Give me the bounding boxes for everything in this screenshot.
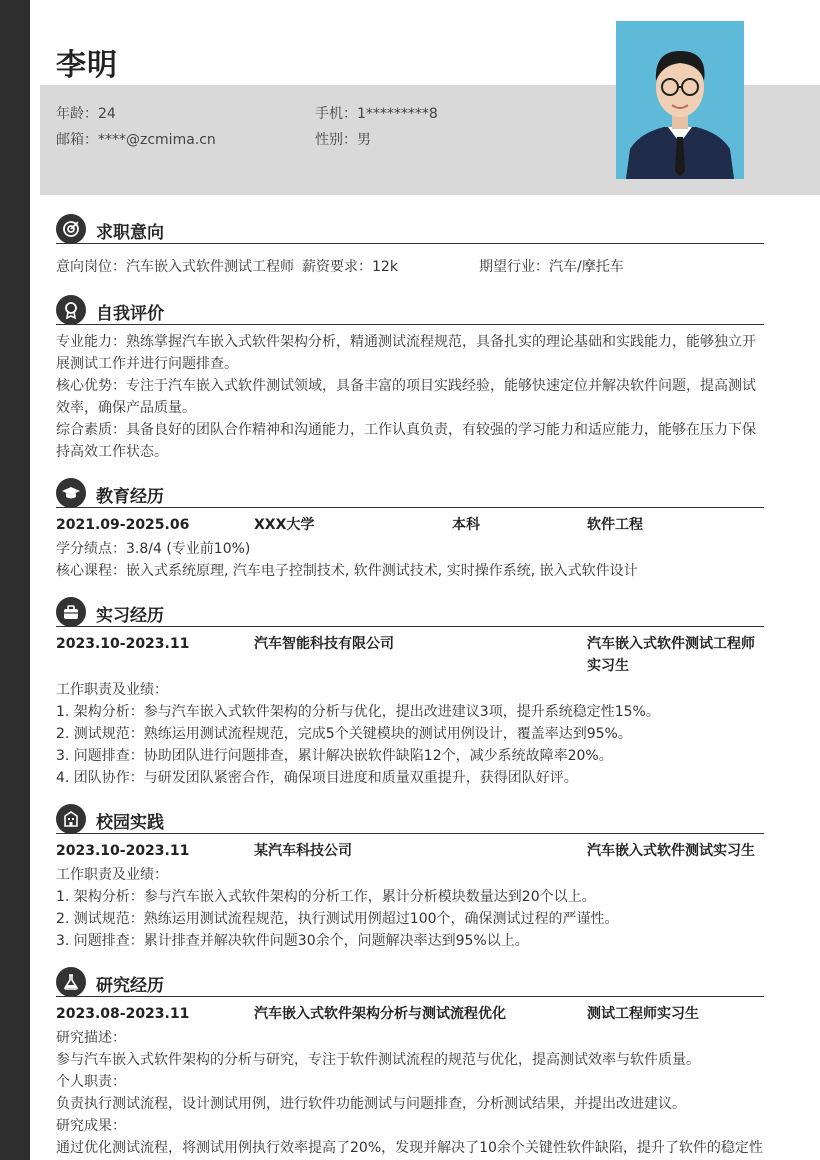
sidebar-strip [0,0,30,1160]
phone-field: 手机：1*********8 [315,106,438,122]
research-desc: 参与汽车嵌入式软件架构的分析与研究，专注于软件测试流程的规范与优化，提高测试效率与软件质量。 [56,1052,700,1068]
intent-position: 意向岗位：汽车嵌入式软件测试工程师 [56,259,294,275]
education-title: 教育经历 [96,487,164,507]
research-header [56,967,764,997]
internship-company: 汽车智能科技有限公司 [254,636,394,652]
education-header [56,478,764,508]
education-school: XXX大学 [254,517,315,533]
briefcase-icon [56,597,86,627]
email-field: 邮箱：****@zcmima.cn [56,132,216,148]
education-gpa: 学分绩点：3.8/4 (专业前10%) [56,541,251,557]
campus-item: 1. 架构分析：参与汽车嵌入式软件架构的分析工作，累计分析模块数量达到20个以上。 [56,889,596,905]
age-field: 年龄：24 [56,106,116,122]
education-row [56,514,764,536]
graduation-cap-icon [56,478,86,508]
campus-label: 工作职责及业绩： [56,867,168,883]
gender-field: 性别：男 [315,132,371,148]
self-eval-paragraph: 专业能力：熟练掌握汽车嵌入式软件架构分析，精通测试流程规范，具备扎实的理论基础和实践能力，能够独立开展测试工作并进行问题排查。 [56,334,756,372]
intent-header [56,214,764,244]
campus-item: 3. 问题排查：累计排查并解决软件问题30余个，问题解决率达到95%以上。 [56,933,529,949]
internship-details [56,679,764,789]
internship-period: 2023.10-2023.11 [56,636,190,652]
intent-row [56,256,764,278]
campus-company: 某汽车科技公司 [254,843,352,859]
internship-item: 4. 团队协作：与研发团队紧密合作，确保项目进度和质量双重提升，获得团队好评。 [56,770,578,786]
education-degree: 本科 [452,517,480,533]
internship-item: 3. 问题排查：协助团队进行问题排查，累计解决嵌软件缺陷12个，减少系统故障率20%。 [56,748,613,764]
self-eval-body [56,331,764,463]
intent-section [56,214,764,278]
campus-title: 校园实践 [96,813,164,833]
research-desc-label: 研究描述： [56,1030,126,1046]
research-result: 通过优化测试流程，将测试用例执行效率提高了20%，发现并解决了10余个关键性软件缺陷，提升了软件的稳定性 [56,1140,763,1156]
internship-item: 1. 架构分析：参与汽车嵌入式软件架构的分析与优化，提出改进建议3项，提升系统稳定性15%。 [56,704,660,720]
candidate-name: 李明 [56,48,118,83]
campus-item: 2. 测试规范：熟练运用测试流程规范，执行测试用例超过100个，确保测试过程的严谨性。 [56,911,619,927]
education-details [56,538,764,582]
internship-item: 2. 测试规范：熟练运用测试流程规范，完成5个关键模块的测试用例设计，覆盖率达到95%。 [56,726,632,742]
internship-role: 汽车嵌入式软件测试工程师实习生 [587,636,755,674]
campus-header [56,804,764,834]
education-courses: 核心课程：嵌入式系统原理, 汽车电子控制技术, 软件测试技术, 实时操作系统, 嵌入式软件设计 [56,563,638,579]
self-eval-header [56,295,764,325]
campus-period: 2023.10-2023.11 [56,843,190,859]
profile-photo [616,21,744,179]
badge-icon [56,295,86,325]
campus-role: 汽车嵌入式软件测试实习生 [587,843,755,859]
campus-section [56,804,764,952]
internship-section [56,597,764,789]
research-project: 汽车嵌入式软件架构分析与测试流程优化 [254,1006,506,1022]
intent-salary: 薪资要求：12k [302,259,398,275]
research-duty: 负责执行测试流程，设计测试用例，进行软件功能测试与问题排查，分析测试结果，并提出改进建议。 [56,1096,686,1112]
research-role: 测试工程师实习生 [587,1006,699,1022]
self-eval-title: 自我评价 [96,304,164,324]
internship-label: 工作职责及业绩： [56,682,168,698]
research-duty-label: 个人职责： [56,1074,126,1090]
research-details [56,1027,764,1159]
intent-industry: 期望行业：汽车/摩托车 [479,259,624,275]
education-period: 2021.09-2025.06 [56,517,190,533]
research-row [56,1003,764,1025]
self-eval-paragraph: 核心优势：专注于汽车嵌入式软件测试领域，具备丰富的项目实践经验，能够快速定位并解决软件问题，提高测试效率，确保产品质量。 [56,378,756,416]
internship-header [56,597,764,627]
campus-row [56,840,764,862]
target-icon [56,214,86,244]
research-result-label: 研究成果： [56,1118,126,1134]
campus-details [56,864,764,952]
education-section [56,478,764,582]
internship-title: 实习经历 [96,606,164,626]
internship-row [56,633,764,677]
self-eval-paragraph: 综合素质：具备良好的团队合作精神和沟通能力，工作认真负责，有较强的学习能力和适应能力，能够在压力下保持高效工作状态。 [56,422,756,460]
self-eval-section [56,295,764,463]
research-period: 2023.08-2023.11 [56,1006,190,1022]
education-major: 软件工程 [587,517,643,533]
research-section [56,967,764,1159]
intent-title: 求职意向 [96,223,164,243]
flask-icon [56,967,86,997]
research-title: 研究经历 [96,976,164,996]
building-icon [56,804,86,834]
